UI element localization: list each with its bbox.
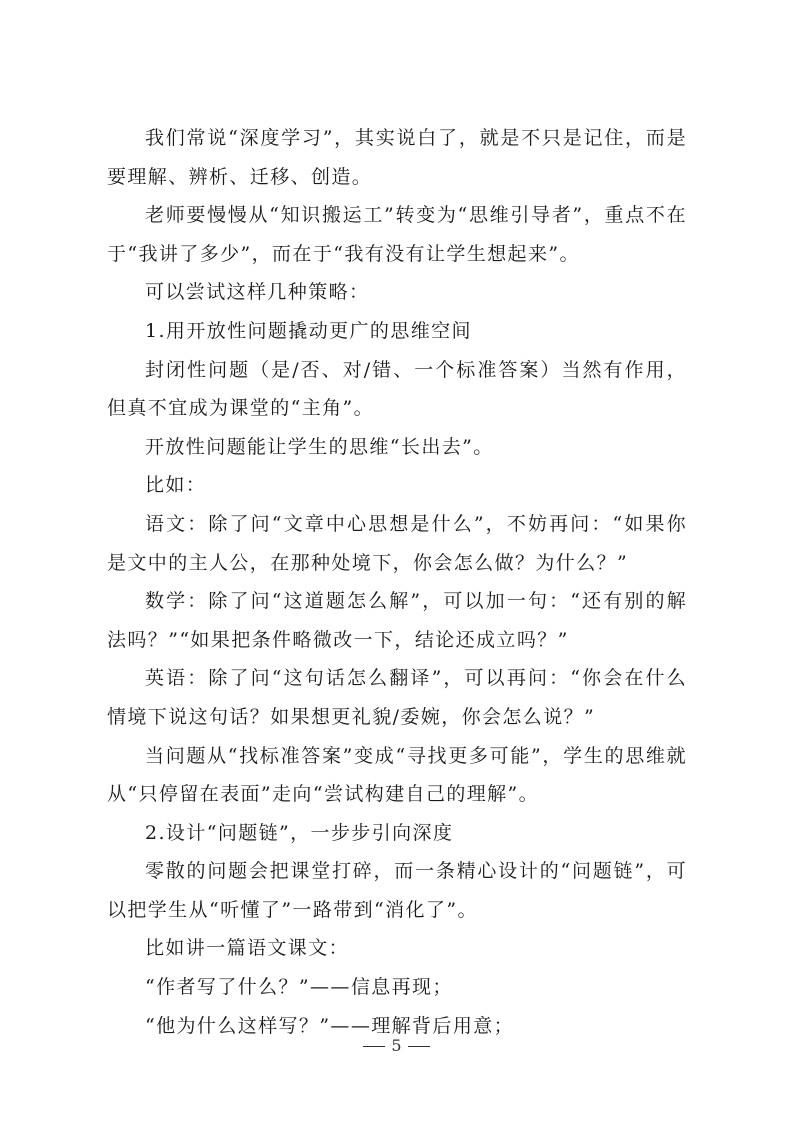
paragraph: “作者写了什么？”——信息再现； bbox=[145, 976, 453, 999]
paragraph: 比如： bbox=[145, 474, 207, 497]
paragraph: 语文：除了问“文章中心思想是什么”，不妨再问：“如果你是文中的主人公，在那种处境下，你会怎么做？为什么？” bbox=[107, 512, 687, 574]
paragraph: 数学：除了问“这道题怎么解”，可以加一句：“还有别的解法吗？”“如果把条件略微改一下，结论还成立吗？” bbox=[107, 590, 687, 651]
paragraph: “他为什么这样写？”——理解背后用意； bbox=[145, 1014, 515, 1037]
paragraph: 比如讲一篇语文课文： bbox=[145, 937, 350, 960]
body-text bbox=[107, 119, 687, 1045]
paragraph: 开放性问题能让学生的思维“长出去”。 bbox=[145, 435, 494, 458]
page-number: 5 bbox=[391, 1036, 402, 1055]
paragraph: 封闭性问题（是/否、对/错、一个标准答案）当然有作用，但真不宜成为课堂的“主角”。 bbox=[107, 358, 687, 420]
footer-dash-left bbox=[363, 1046, 385, 1047]
paragraph: 英语：除了问“这句话怎么翻译”，可以再问：“你会在什么情境下说这句话？如果想更礼貌/委婉，你会怎么说？” bbox=[107, 667, 687, 728]
paragraph: 当问题从“找标准答案”变成“寻找更多可能”，学生的思维就从“只停留在表面”走向“尝试构建自己的理解”。 bbox=[107, 744, 687, 806]
paragraph: 可以尝试这样几种策略： bbox=[145, 281, 370, 304]
footer-dash-right bbox=[408, 1046, 430, 1047]
page-footer bbox=[0, 1036, 793, 1055]
section-heading: 2.设计“问题链”，一步步引向深度 bbox=[145, 821, 454, 844]
section-heading: 1.用开放性问题撬动更广的思维空间 bbox=[145, 319, 472, 342]
paragraph: 老师要慢慢从“知识搬运工”转变为“思维引导者”，重点不在于“我讲了多少”，而在于“我有没有让学生想起来”。 bbox=[107, 204, 687, 265]
paragraph: 零散的问题会把课堂打碎，而一条精心设计的“问题链”，可以把学生从“听懂了”一路带到“消化了”。 bbox=[107, 860, 687, 921]
paragraph: 我们常说“深度学习”，其实说白了，就是不只是记住，而是要理解、辨析、迁移、创造。 bbox=[107, 127, 687, 188]
